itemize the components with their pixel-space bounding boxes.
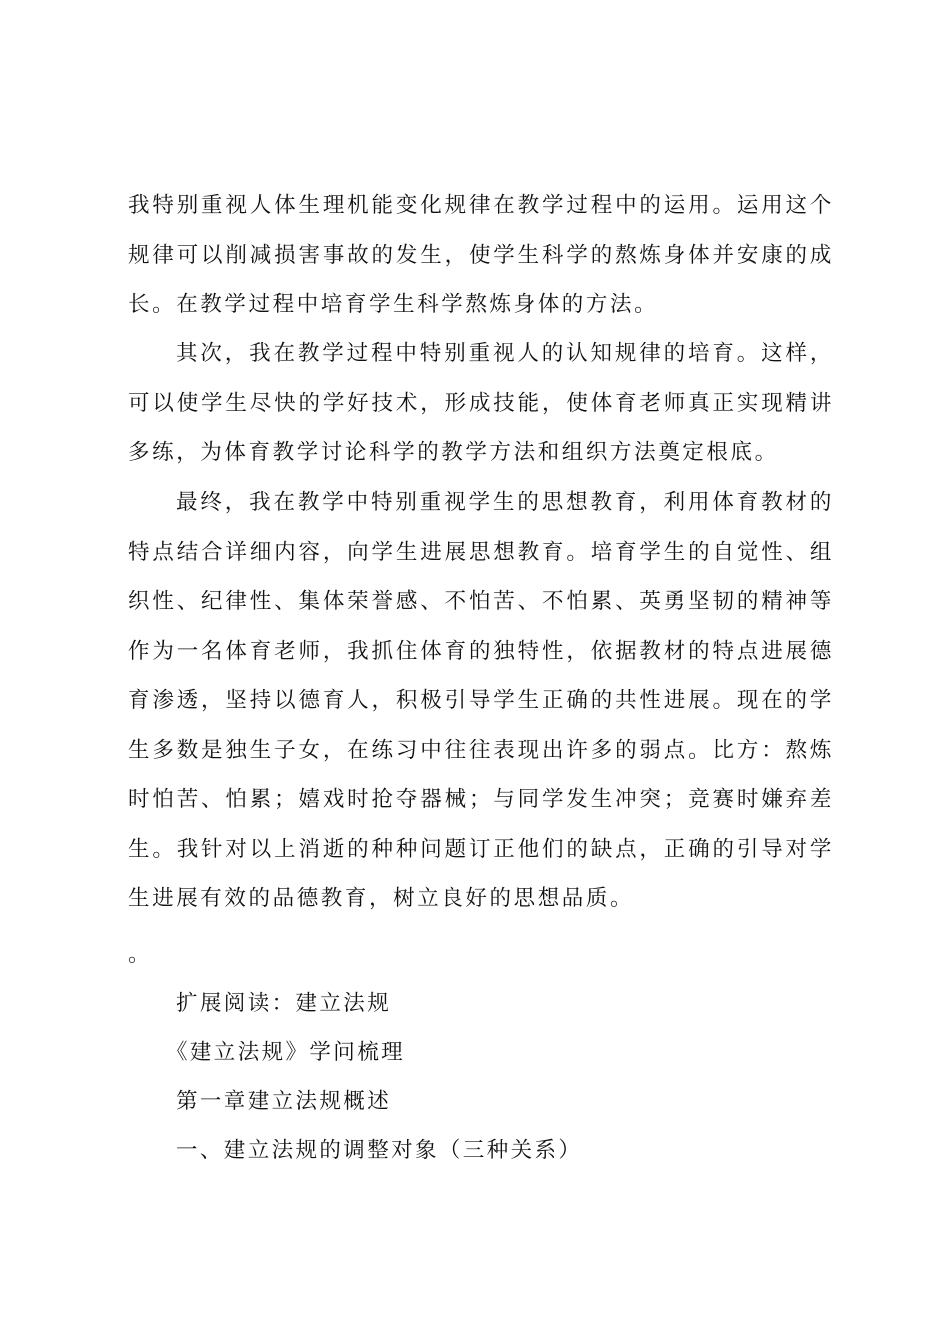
- section-heading: 一、建立法规的调整对象（三种关系）: [176, 1138, 583, 1163]
- paragraph-physiology: 我特别重视人体生理机能变化规律在教学过程中的运用。运用这个规律可以削减损害事故的发生，使学生科学的熬炼身体并安康的成长。在教学过程中培育学生科学熬炼身体的方法。: [128, 193, 834, 317]
- paragraph-moral-education: 最终，我在教学中特别重视学生的思想教育，利用体育教材的特点结合详细内容，向学生进展思想教育。培育学生的自觉性、组织性、纪律性、集体荣誉感、不怕苦、不怕累、英勇坚韧的精神等作为一名体育老师，我抓住体育的独特性，依据教材的特点进展德育渗透，坚持以德育人，积极引导学生正确的共性进展。现在的学生多数是独生子女，在练习中往往表现出许多的弱点。比方：熬炼时怕苦、怕累；嬉戏时抢夺器械；与同学发生冲突；竞赛时嫌弃差生。我针对以上消逝的种种问题订正他们的缺点，正确的引导对学生进展有效的品德教育，树立良好的思想品质。: [128, 490, 834, 911]
- book-title: 《建立法规》学问梳理: [166, 1040, 406, 1065]
- chapter-heading: 第一章建立法规概述: [176, 1089, 392, 1114]
- paragraph-cognition: 其次，我在教学过程中特别重视人的认知规律的培育。这样，可以使学生尽快的学好技术，形成技能，使体育老师真正实现精讲多练，为体育教学讨论科学的教学方法和组织方法奠定根底。: [128, 341, 834, 465]
- separator-mark: 。: [128, 942, 152, 967]
- extended-reading-heading: 扩展阅读：建立法规: [176, 991, 392, 1016]
